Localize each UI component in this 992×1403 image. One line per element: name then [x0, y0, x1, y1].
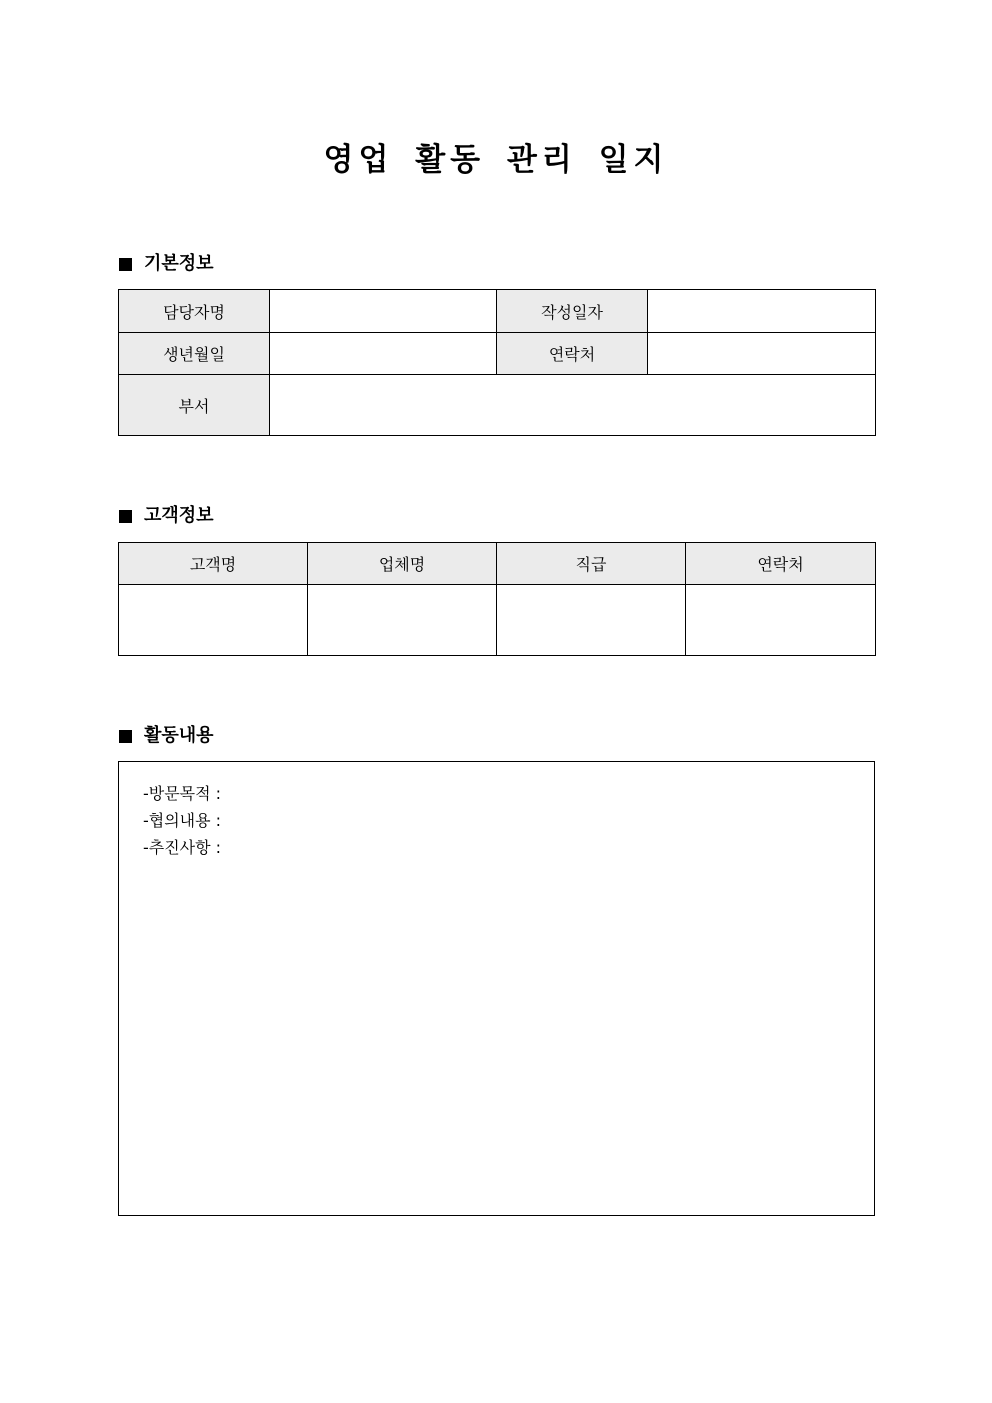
customer-contact-header: 연락처 [686, 543, 876, 585]
birth-date-field[interactable] [270, 333, 497, 375]
customer-contact-field[interactable] [686, 585, 876, 656]
table-row [119, 585, 876, 656]
customer-name-header: 고객명 [119, 543, 308, 585]
company-name-header: 업체명 [308, 543, 497, 585]
table-row [119, 290, 876, 333]
position-field[interactable] [497, 585, 686, 656]
section-heading-label: 고객정보 [144, 505, 214, 526]
discussion-line: -협의내용 : [143, 811, 222, 830]
activity-content-box[interactable] [118, 761, 875, 1216]
customer-name-field[interactable] [119, 585, 308, 656]
manager-field[interactable] [270, 290, 497, 333]
department-field[interactable] [270, 375, 876, 436]
action-items-line: -추진사항 : [143, 838, 222, 857]
written-date-label: 작성일자 [497, 290, 648, 333]
section-heading-label: 활동내용 [144, 725, 214, 746]
company-name-field[interactable] [308, 585, 497, 656]
square-bullet-icon [119, 730, 132, 743]
basic-info-table [118, 289, 876, 436]
visit-purpose-line: -방문목적 : [143, 784, 222, 803]
section-heading-customer-info [119, 504, 214, 528]
table-row [119, 333, 876, 375]
square-bullet-icon [119, 258, 132, 271]
contact-label: 연락처 [497, 333, 648, 375]
section-heading-activity [119, 724, 214, 748]
table-header-row [119, 543, 876, 585]
department-label: 부서 [119, 375, 270, 436]
contact-field[interactable] [648, 333, 876, 375]
birth-date-label: 생년월일 [119, 333, 270, 375]
section-heading-basic-info [119, 252, 214, 276]
customer-info-table [118, 542, 876, 656]
square-bullet-icon [119, 510, 132, 523]
activity-lines [143, 780, 221, 861]
table-row [119, 375, 876, 436]
section-heading-label: 기본정보 [144, 253, 214, 274]
written-date-field[interactable] [648, 290, 876, 333]
manager-label: 담당자명 [119, 290, 270, 333]
position-header: 직급 [497, 543, 686, 585]
page-title: 영업 활동 관리 일지 [323, 142, 669, 178]
